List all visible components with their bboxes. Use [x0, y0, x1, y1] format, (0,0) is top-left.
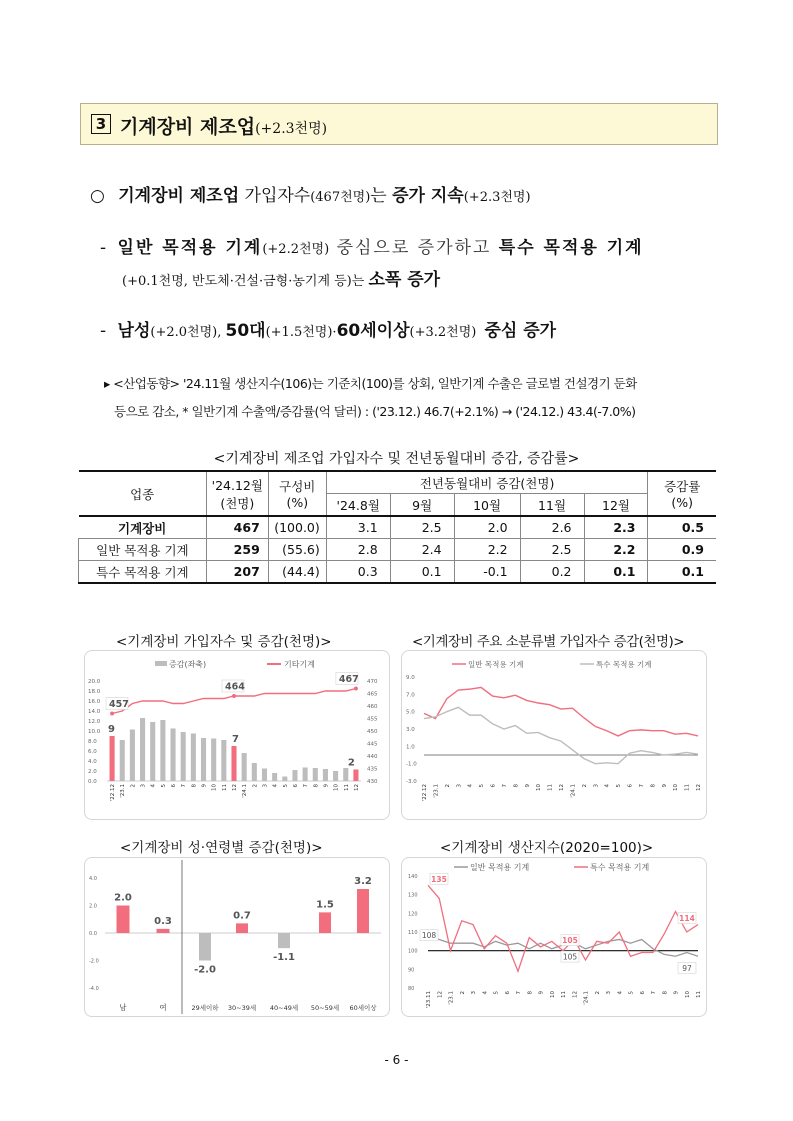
data-label: 467 [338, 674, 359, 685]
cell-industry: 기계장비 [79, 516, 207, 539]
x-tick-label: '23.11 [426, 991, 432, 1009]
bar [292, 770, 297, 781]
x-tick-label: '23.1 [433, 784, 440, 798]
table-row [79, 516, 717, 539]
x-tick-label: 4 [150, 784, 157, 788]
legend-label: 기타기계 [284, 660, 315, 669]
y-tick-label: 4.0 [89, 876, 97, 882]
cell-share: (44.4) [268, 561, 326, 584]
bar [343, 768, 348, 781]
y-tick-label: 100 [408, 948, 418, 955]
x-tick-label: '24.1 [242, 784, 249, 798]
x-tick-label: 30~39세 [227, 1004, 257, 1012]
y-tick-label: 12.0 [88, 719, 101, 725]
y-tick-label: -4.0 [89, 986, 99, 992]
bar [252, 763, 257, 781]
y-tick-label: 7.0 [406, 692, 415, 699]
y-tick-label: 465 [367, 691, 378, 698]
y-tick-label: 450 [367, 729, 378, 735]
x-tick-label: 6 [627, 784, 634, 788]
x-tick-label: '22.12 [110, 784, 117, 802]
y-tick-label: 0.0 [89, 931, 97, 937]
legend-label: 특수 목적용 기계 [590, 863, 650, 872]
x-tick-label: '24.1 [583, 991, 590, 1005]
data-label: 135 [431, 874, 447, 884]
bar [171, 729, 176, 782]
y-tick-label: 455 [367, 716, 378, 723]
th-share: 구성비 (%) [268, 471, 326, 516]
data-label: 3.2 [354, 876, 372, 887]
subscribers-table [78, 470, 716, 584]
cell-month: 0.1 [390, 561, 454, 584]
y-tick-label: 445 [367, 741, 378, 748]
x-tick-label: 7 [638, 784, 645, 788]
x-tick-label: 5 [616, 784, 623, 788]
x-tick-label: 남 [119, 1003, 127, 1012]
x-tick-label: 5 [282, 784, 289, 788]
x-tick-label: 11 [561, 991, 567, 998]
chart2-title: <기계장비 주요 소분류별 가입자수 증감(천명)> [412, 634, 685, 650]
table-row [79, 561, 717, 584]
chart3-svg [85, 858, 389, 1016]
legend-label: 특수 목적용 기계 [596, 660, 652, 669]
y-tick-label: 3.0 [406, 727, 415, 733]
bar [110, 736, 115, 781]
y-tick-label: 110 [408, 930, 418, 936]
x-tick-label: 5 [479, 784, 486, 788]
x-tick-label: 12 [437, 991, 444, 998]
cell-month: 3.1 [326, 516, 390, 539]
paragraph-3: - 남성(+2.0천명), 50대(+1.5천명)·60세이상(+3.2천명) 중심 증가 [100, 321, 557, 341]
cell-industry: 일반 목적용 기계 [79, 539, 207, 561]
bar [181, 732, 186, 781]
x-tick-label: 2 [130, 784, 137, 788]
bar [199, 933, 211, 961]
industry-note-line1: ▸ <산업동향> '24.11월 생산지수(106)는 기준치(100)를 상회, 일반기계 수출은 글로벌 건설경기 둔화 [104, 376, 637, 391]
x-tick-label: 10 [211, 784, 218, 791]
legend-swatch [155, 661, 167, 666]
x-tick-label: 4 [467, 784, 474, 788]
x-tick-label: 3 [606, 991, 612, 995]
y-tick-label: 9.0 [406, 675, 415, 681]
cell-month: 2.2 [584, 539, 648, 561]
data-label: 114 [679, 914, 695, 924]
data-label: 2 [347, 757, 355, 769]
cell-month: 0.1 [584, 561, 648, 584]
data-label: 108 [421, 931, 437, 941]
y-tick-label: 0.0 [88, 779, 97, 785]
bar [236, 923, 248, 933]
data-label: 97 [682, 963, 692, 973]
page-number: - 6 - [384, 1053, 409, 1067]
x-tick-label: 8 [513, 784, 520, 788]
bar [150, 722, 155, 781]
x-tick-label: 9 [201, 784, 208, 788]
x-tick-label: 5 [628, 991, 635, 995]
x-tick-label: 11 [547, 784, 554, 791]
cell-month: 2.5 [520, 539, 584, 561]
cell-subs: 259 [206, 539, 268, 561]
cell-share: (55.6) [268, 539, 326, 561]
x-tick-label: 7 [651, 991, 657, 995]
bar [157, 929, 170, 933]
x-tick-label: 4 [604, 784, 611, 788]
cell-rate: 0.5 [648, 516, 716, 539]
chart4-svg [402, 858, 706, 1016]
y-tick-label: 470 [367, 679, 378, 685]
y-tick-label: 5.0 [406, 709, 415, 716]
data-label: 105 [562, 936, 578, 946]
bar [262, 769, 267, 782]
y-tick-label: 4.0 [88, 759, 97, 765]
bar [117, 906, 130, 934]
x-tick-label: 9 [661, 784, 668, 788]
cell-month: 0.2 [520, 561, 584, 584]
chart1-box [84, 650, 390, 820]
y-tick-label: 90 [408, 967, 415, 974]
cell-month: 0.3 [326, 561, 390, 584]
x-tick-label: 5 [160, 784, 167, 788]
x-tick-label: 3 [262, 784, 269, 788]
x-tick-label: 11 [696, 991, 702, 998]
bar [319, 912, 331, 933]
x-tick-label: 8 [650, 784, 657, 788]
data-label: 7 [232, 734, 239, 745]
cell-month: 2.5 [390, 516, 454, 539]
cell-month: -0.1 [454, 561, 520, 584]
x-tick-label: 12 [559, 784, 565, 791]
x-tick-label: 7 [181, 784, 188, 788]
cell-month: 2.2 [454, 539, 520, 561]
x-tick-label: 2 [444, 784, 451, 788]
x-tick-label: 40~49세 [269, 1004, 299, 1012]
section-title: 기계장비 제조업(+2.3천명) [120, 116, 328, 138]
bar [242, 753, 247, 781]
x-tick-label: 50~59세 [310, 1004, 340, 1012]
y-tick-label: 2.0 [88, 769, 97, 775]
data-label: -2.0 [194, 964, 216, 976]
chart3-title: <기계장비 성·연령별 증감(천명)> [120, 840, 323, 856]
y-tick-label: -3.0 [406, 779, 417, 785]
cell-month: 2.3 [584, 516, 648, 539]
x-tick-label: 12 [696, 784, 702, 791]
bar [357, 889, 369, 933]
x-tick-label: 2 [594, 991, 601, 995]
x-tick-label: '24.1 [570, 784, 577, 798]
y-tick-label: 80 [408, 986, 415, 992]
cell-subs: 467 [206, 516, 268, 539]
th-month: 11월 [520, 494, 584, 517]
y-tick-label: 18.0 [88, 689, 101, 695]
legend-label: 일반 목적용 기계 [468, 660, 524, 669]
x-tick-label: 6 [292, 784, 299, 788]
x-tick-label: 11 [221, 784, 228, 791]
x-tick-label: 3 [456, 784, 463, 788]
x-tick-label: 7 [516, 991, 522, 995]
x-tick-label: '23.1 [120, 784, 127, 798]
y-tick-label: 8.0 [88, 739, 97, 745]
x-tick-label: 10 [549, 991, 556, 998]
point [232, 694, 236, 698]
data-label: 105 [562, 952, 578, 962]
th-month: '24.8월 [326, 494, 390, 517]
x-tick-label: 8 [191, 784, 198, 788]
bar [130, 730, 135, 782]
cell-industry: 특수 목적용 기계 [79, 561, 207, 584]
y-tick-label: 130 [408, 892, 418, 899]
y-tick-label: 16.0 [88, 699, 101, 705]
chart2-box [401, 650, 707, 820]
x-tick-label: 6 [504, 991, 511, 995]
cell-rate: 0.1 [648, 561, 716, 584]
chart1-title: <기계장비 가입자수 및 증감(천명)> [116, 634, 332, 650]
x-tick-label: 9 [538, 991, 545, 995]
y-tick-label: 140 [408, 874, 418, 880]
th-industry: 업종 [79, 471, 207, 516]
chart4-box [401, 857, 707, 1017]
x-tick-label: 10 [536, 784, 543, 791]
bar [231, 746, 236, 781]
data-label: 1.5 [316, 899, 334, 911]
bar [278, 933, 290, 948]
y-tick-label: 440 [367, 754, 378, 760]
th-subscribers: '24.12월 (천명) [206, 471, 268, 516]
table-row [79, 539, 717, 561]
bar [333, 771, 338, 781]
th-month: 12월 [584, 494, 648, 517]
y-tick-label: 430 [367, 779, 378, 785]
point [110, 712, 114, 716]
data-label: 457 [109, 699, 129, 710]
x-tick-label: 8 [527, 991, 534, 995]
data-label: 9 [108, 724, 115, 735]
chart1-svg [85, 651, 389, 819]
y-tick-label: 120 [408, 911, 418, 918]
x-tick-label: '22.12 [422, 784, 428, 802]
x-tick-label: '23.1 [448, 991, 455, 1005]
y-tick-label: 20.0 [88, 679, 101, 685]
paragraph-1: ○ 기계장비 제조업 가입자수(467천명)는 증가 지속(+2.3천명) [90, 186, 531, 206]
bar [282, 777, 287, 782]
x-tick-label: 4 [617, 991, 624, 995]
bar [323, 769, 328, 781]
x-tick-label: 10 [684, 991, 691, 998]
x-tick-label: 2 [581, 784, 588, 788]
cell-share: (100.0) [268, 516, 326, 539]
data-label: -1.1 [273, 952, 295, 964]
y-tick-label: 460 [367, 704, 378, 710]
x-tick-label: 12 [572, 991, 579, 998]
point [354, 687, 358, 691]
x-tick-label: 9 [524, 784, 531, 788]
bar [120, 740, 125, 781]
data-label: 0.7 [233, 910, 251, 922]
y-tick-label: -2.0 [89, 958, 99, 965]
x-tick-label: 6 [639, 991, 646, 995]
bar [313, 768, 318, 781]
cell-rate: 0.9 [648, 539, 716, 561]
bar [191, 734, 196, 782]
x-tick-label: 60세이상 [349, 1004, 377, 1012]
data-label: 0.3 [154, 915, 172, 927]
chart2-svg [402, 651, 706, 819]
chart4-title: <기계장비 생산지수(2020=100)> [440, 840, 654, 856]
x-tick-label: 11 [684, 784, 691, 791]
paragraph-2-line2: (+0.1천명, 반도체·건설·금형·농기계 등)는 소폭 증가 [122, 270, 441, 290]
y-tick-label: 435 [367, 766, 378, 773]
x-tick-label: 6 [490, 784, 497, 788]
bar [303, 768, 308, 782]
y-tick-label: -1.0 [406, 761, 417, 768]
bar [201, 738, 206, 781]
x-tick-label: 10 [673, 784, 680, 791]
x-tick-label: 여 [159, 1003, 167, 1012]
section-number: 3 [91, 114, 111, 134]
bar [272, 773, 277, 781]
x-tick-label: 2 [252, 784, 259, 788]
data-label: 464 [225, 681, 245, 693]
legend-label: 증감(좌축) [169, 660, 207, 669]
industry-note-line2: 등으로 감소, * 일반기계 수출액/증감률(억 달러) : ('23.12.) 46.7(+2.1%) → ('24.12.) 43.4(-7.0%) [114, 404, 636, 419]
bar [211, 739, 216, 782]
y-tick-label: 2.0 [89, 903, 97, 910]
th-change: 전년동월대비 증감(천명) [326, 471, 648, 494]
bar [353, 770, 358, 782]
x-tick-label: 7 [501, 784, 508, 788]
x-tick-label: 6 [171, 784, 178, 788]
cell-month: 2.0 [454, 516, 520, 539]
th-rate: 증감률 (%) [648, 471, 716, 516]
x-tick-label: 12 [232, 784, 238, 791]
x-tick-label: 7 [303, 784, 310, 788]
x-tick-label: 10 [333, 784, 340, 791]
th-month: 10월 [454, 494, 520, 517]
y-tick-label: 10.0 [88, 729, 101, 735]
th-month: 9월 [390, 494, 454, 517]
y-tick-label: 1.0 [406, 744, 415, 751]
x-tick-label: 4 [272, 784, 279, 788]
y-tick-label: 6.0 [88, 749, 97, 755]
chart3-box [84, 857, 390, 1017]
x-tick-label: 29세이하 [191, 1004, 219, 1012]
y-tick-label: 14.0 [88, 709, 101, 715]
data-label: 2.0 [114, 892, 132, 904]
cell-subs: 207 [206, 561, 268, 584]
bar [140, 718, 145, 781]
x-tick-label: 12 [353, 784, 360, 791]
cell-month: 2.4 [390, 539, 454, 561]
x-tick-label: 3 [140, 784, 147, 788]
bar [221, 740, 226, 781]
legend-label: 일반 목적용 기계 [470, 863, 530, 872]
cell-month: 2.8 [326, 539, 390, 561]
x-tick-label: 9 [323, 784, 330, 788]
x-tick-label: 3 [593, 784, 600, 788]
x-tick-label: 8 [662, 991, 669, 995]
x-tick-label: 4 [482, 991, 489, 995]
x-tick-label: 5 [493, 991, 500, 995]
cell-month: 2.6 [520, 516, 584, 539]
paragraph-2: - 일반 목적용 기계(+2.2천명) 중심으로 증가하고 특수 목적용 기계 [100, 238, 644, 258]
table-caption: <기계장비 제조업 가입자수 및 전년동월대비 증감, 증감률> [213, 451, 580, 467]
x-tick-label: 3 [471, 991, 477, 995]
x-tick-label: 2 [459, 991, 466, 995]
x-tick-label: 11 [343, 784, 350, 791]
x-tick-label: 8 [313, 784, 320, 788]
x-tick-label: 9 [673, 991, 680, 995]
bar [160, 720, 165, 781]
